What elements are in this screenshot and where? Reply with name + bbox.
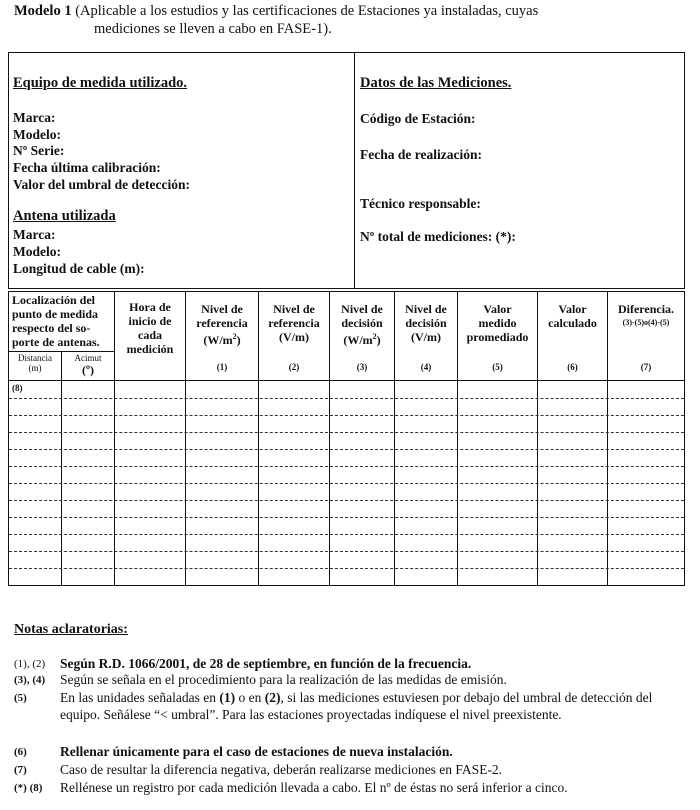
col-medido-l3: promediado: [466, 330, 529, 344]
table-column-divider: [537, 291, 538, 586]
col-ref-wm2-l2: referencia: [196, 316, 248, 330]
subheader-rule: [9, 351, 114, 352]
col-dec-wm2-num: (3): [356, 362, 368, 372]
col-diferencia-l2: (3)-(5)o(4)-(5): [622, 318, 670, 327]
col-dec-vm-l2: decisión: [405, 316, 447, 330]
col-localizacion-l3: respecto del so-: [12, 321, 91, 335]
col-medido-l2: medido: [478, 316, 517, 330]
note-key-4: (6): [14, 746, 27, 758]
col-dec-vm-l3: (V/m): [411, 330, 441, 344]
datos-tecnico: Técnico responsable:: [360, 196, 481, 211]
col-medido-num: (5): [492, 362, 503, 372]
table-row: [9, 568, 684, 569]
antena-title: Antena utilizada: [13, 208, 116, 224]
table-row: [9, 432, 684, 433]
col-calculado-l1: Valor: [558, 302, 587, 316]
col-medido: [458, 302, 537, 344]
col-ref-vm-num: (2): [288, 362, 300, 372]
model-description: (Aplicable a los estudios y las certificaciones de Estaciones ya instaladas, cuyas: [75, 3, 539, 19]
col-ref-wm2-l1: Nivel de: [201, 302, 243, 316]
note-key-1: (1), (2): [14, 658, 46, 670]
row-marker: (8): [12, 383, 23, 393]
col-diferencia-l1: Diferencia.: [617, 302, 675, 316]
table-row: [9, 483, 684, 484]
sub-acimut-label: Acimut: [74, 353, 102, 363]
notes-title: Notas aclaratorias:: [14, 622, 128, 637]
col-localizacion: [9, 293, 117, 349]
table-row: [9, 500, 684, 501]
sub-distancia-unit: (m): [28, 363, 42, 373]
col-calculado-num: (6): [567, 362, 578, 372]
note-text-6: Rellénese un registro por cada medición llevada a cabo. El nº de éstas no será inferior a cinco.: [60, 780, 568, 795]
table-row: [9, 534, 684, 535]
model-description-cont: mediciones se lleven a cabo en FASE-1).: [94, 21, 332, 37]
sub-acimut: [62, 353, 114, 377]
note-key-2: (3), (4): [14, 674, 46, 686]
col-ref-wm2: [186, 302, 258, 347]
col-localizacion-l1: Localización del: [12, 293, 95, 307]
equipo-umbral: Valor del umbral de detección:: [13, 177, 190, 192]
table-row: [9, 551, 684, 552]
sub-distancia-label: Distancia: [18, 353, 52, 363]
datos-title: Datos de las Mediciones.: [360, 75, 512, 91]
col-ref-wm2-l3: $(W/m^2)$: [203, 332, 241, 347]
col-ref-vm: [259, 302, 329, 344]
col-hora-l4: medición: [126, 342, 174, 356]
note-text-5: Caso de resultar la diferencia negativa, deberán realizarse mediciones en FASE-2.: [60, 762, 503, 777]
table-row: [9, 517, 684, 518]
col-dec-wm2-l1: Nivel de: [341, 302, 383, 316]
note-key-3: (5): [14, 692, 27, 704]
table-column-divider: [607, 291, 608, 586]
note-text-1: Según R.D. 1066/2001, de 28 de septiembre, en función de la frecuencia.: [60, 656, 472, 671]
equipo-modelo: Modelo:: [13, 127, 61, 142]
col-ref-wm2-num: (1): [216, 362, 228, 372]
col-localizacion-l4: porte de antenas.: [12, 335, 100, 349]
col-localizacion-l2: punto de medida: [12, 307, 99, 321]
note-text-2: Según se señala en el procedimiento para la realización de las medidas de emisión.: [60, 672, 507, 687]
equipo-marca: Marca:: [13, 110, 56, 125]
col-dec-vm: [395, 302, 457, 344]
table-row: [9, 398, 684, 399]
info-box-divider: [354, 52, 355, 289]
datos-total: Nº total de mediciones: (*):: [360, 229, 516, 244]
col-diferencia-num: (7): [640, 362, 652, 372]
table-row: [9, 466, 684, 467]
col-dec-wm2-l3: $(W/m^2)$: [343, 332, 381, 347]
note-key-5: (7): [14, 764, 27, 776]
sub-acimut-unit: (º): [82, 363, 94, 377]
note-text-4: Rellenar únicamente para el caso de estaciones de nueva instalación.: [60, 744, 453, 759]
col-ref-vm-l2: referencia: [268, 316, 320, 330]
sub-distancia: [9, 353, 61, 373]
col-hora-l2: inicio de: [128, 314, 172, 328]
form-header: [14, 2, 686, 38]
antena-cable: Longitud de cable (m):: [13, 261, 145, 276]
col-diferencia: [608, 302, 684, 330]
col-calculado-l2: calculado: [548, 316, 597, 330]
col-hora-l3: cada: [138, 328, 162, 342]
col-calculado: [538, 302, 607, 330]
model-label: Modelo 1: [14, 3, 72, 19]
note-key-6: (*) (8): [14, 782, 43, 794]
col-medido-l1: Valor: [483, 302, 512, 316]
table-row: [9, 415, 684, 416]
equipo-serie: Nº Serie:: [13, 143, 65, 158]
col-hora: [115, 300, 185, 356]
col-dec-vm-num: (4): [420, 362, 432, 372]
table-row: [9, 449, 684, 450]
antena-modelo: Modelo:: [13, 244, 61, 259]
datos-codigo: Código de Estación:: [360, 111, 476, 126]
antena-marca: Marca:: [13, 227, 56, 242]
header-rule: [8, 380, 685, 381]
col-ref-vm-l1: Nivel de: [273, 302, 315, 316]
col-dec-vm-l1: Nivel de: [405, 302, 447, 316]
col-dec-wm2: [330, 302, 394, 347]
note-text-3: En las unidades señaladas en (1) o en (2), si las mediciones estuviesen por debajo del umbral de detección del equipo. Señálese “< umbral”. Para las estaciones proyectadas indíquese el nivel preexistente.: [60, 690, 653, 722]
col-ref-vm-l3: (V/m): [279, 330, 309, 344]
equipo-calibracion: Fecha última calibración:: [13, 160, 161, 175]
datos-fecha: Fecha de realización:: [360, 147, 482, 162]
equipo-title: Equipo de medida utilizado.: [13, 75, 188, 91]
col-dec-wm2-l2: decisión: [341, 316, 383, 330]
col-hora-l1: Hora de: [129, 300, 171, 314]
